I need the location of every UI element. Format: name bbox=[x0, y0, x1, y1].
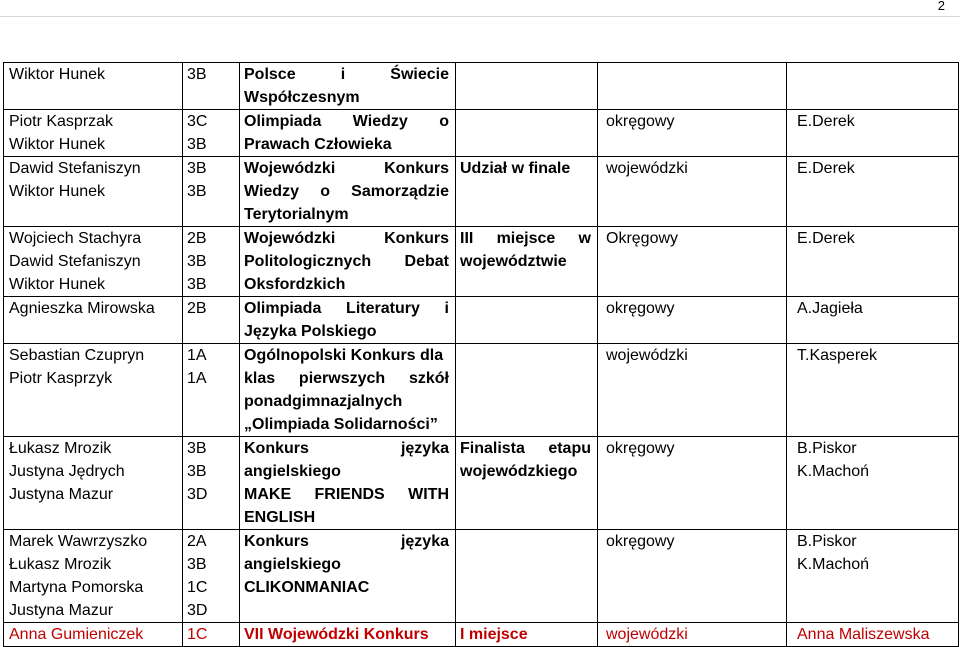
level: okręgowy bbox=[606, 533, 675, 550]
result-cell bbox=[456, 63, 598, 110]
competition-line bbox=[244, 320, 449, 343]
student-name: Wiktor Hunek bbox=[9, 276, 106, 293]
competition-line bbox=[244, 460, 449, 483]
class-cell bbox=[183, 157, 240, 227]
results-table bbox=[3, 62, 959, 647]
competition-line bbox=[244, 297, 449, 320]
table-row bbox=[4, 297, 959, 344]
class-cell bbox=[183, 437, 240, 530]
student-class: 3B bbox=[187, 276, 207, 293]
competition-word: Olimpiada bbox=[244, 113, 322, 130]
result-line bbox=[460, 437, 591, 460]
student-class: 1C bbox=[187, 579, 208, 596]
student-class: 1C bbox=[187, 626, 208, 643]
competition-line bbox=[244, 413, 449, 436]
result-word: województwie bbox=[460, 253, 567, 270]
level-cell bbox=[598, 157, 787, 227]
student-class: 3B bbox=[187, 253, 207, 270]
class-cell bbox=[183, 530, 240, 623]
student-class: 3B bbox=[187, 556, 207, 573]
student-class: 3B bbox=[187, 136, 207, 153]
competition-word: CLIKONMANIAC bbox=[244, 579, 370, 596]
result-word: w bbox=[578, 230, 591, 247]
table-row bbox=[4, 227, 959, 297]
table-row bbox=[4, 344, 959, 437]
competition-word: Polsce bbox=[244, 66, 296, 83]
competition-line bbox=[244, 227, 449, 250]
student-name: Anna Gumieniczek bbox=[9, 626, 144, 643]
competition-word: Olimpiada bbox=[244, 300, 322, 317]
competition-line bbox=[244, 483, 449, 506]
competition-line bbox=[244, 203, 449, 226]
competition-word: ponadgimnazjalnych bbox=[244, 393, 403, 410]
student-name: Dawid Stefaniszyn bbox=[9, 253, 141, 270]
level: wojewódzki bbox=[606, 347, 688, 364]
competition-word: Konkurs bbox=[384, 160, 449, 177]
result-cell bbox=[456, 227, 598, 297]
competition-word: Debat bbox=[404, 253, 449, 270]
names-cell bbox=[4, 297, 183, 344]
competition-word: Wiedzy bbox=[352, 113, 408, 130]
competition-line bbox=[244, 133, 449, 156]
student-class: 1A bbox=[187, 370, 207, 387]
level: okręgowy bbox=[606, 300, 675, 317]
level: Okręgowy bbox=[606, 230, 679, 247]
student-class: 3D bbox=[187, 602, 208, 619]
competition-cell bbox=[240, 63, 456, 110]
student-name: Łukasz Mrozik bbox=[9, 556, 112, 573]
competition-cell bbox=[240, 227, 456, 297]
competition-word: języka bbox=[400, 440, 449, 457]
competition-line bbox=[244, 530, 449, 553]
competition-word: o bbox=[320, 183, 330, 200]
result-line bbox=[460, 227, 591, 250]
competition-line bbox=[244, 506, 449, 529]
competition-line bbox=[244, 576, 449, 599]
teacher: A.Jagieła bbox=[797, 300, 863, 317]
header-rule bbox=[0, 16, 960, 17]
class-cell bbox=[183, 110, 240, 157]
competition-cell bbox=[240, 623, 456, 647]
student-class: 3D bbox=[187, 486, 208, 503]
student-class: 3B bbox=[187, 463, 207, 480]
student-class: 3B bbox=[187, 160, 207, 177]
teacher: T.Kasperek bbox=[797, 347, 878, 364]
competition-line bbox=[244, 437, 449, 460]
competition-word: Wiedzy bbox=[244, 183, 299, 200]
table-row bbox=[4, 110, 959, 157]
teacher-cell bbox=[787, 437, 959, 530]
competition-word: klas bbox=[244, 370, 276, 387]
teacher-cell bbox=[787, 157, 959, 227]
competition-line bbox=[244, 344, 449, 367]
teacher: B.Piskor bbox=[797, 440, 857, 457]
competition-word: Konkurs bbox=[244, 440, 309, 457]
level-cell bbox=[598, 623, 787, 647]
student-class: 3C bbox=[187, 113, 208, 130]
competition-word: Politologicznych bbox=[244, 253, 372, 270]
competition-line bbox=[244, 390, 449, 413]
student-class: 3B bbox=[187, 183, 207, 200]
competition-word: Prawach Człowieka bbox=[244, 136, 392, 153]
teacher: E.Derek bbox=[797, 160, 855, 177]
names-cell bbox=[4, 344, 183, 437]
class-cell bbox=[183, 297, 240, 344]
competition-word: VII Wojewódzki Konkurs bbox=[244, 626, 429, 643]
result-word: Udział w finale bbox=[460, 160, 571, 177]
competition-line bbox=[244, 110, 449, 133]
result-line bbox=[460, 250, 591, 273]
student-class: 2A bbox=[187, 533, 207, 550]
student-class: 3B bbox=[187, 66, 207, 83]
table-row bbox=[4, 530, 959, 623]
competition-line bbox=[244, 180, 449, 203]
competition-cell bbox=[240, 344, 456, 437]
names-cell bbox=[4, 63, 183, 110]
competition-word: „Olimpiada Solidarności” bbox=[244, 416, 438, 433]
student-class: 2B bbox=[187, 230, 207, 247]
student-name: Wojciech Stachyra bbox=[9, 230, 142, 247]
competition-line bbox=[244, 250, 449, 273]
result-cell bbox=[456, 437, 598, 530]
student-name: Justyna Mazur bbox=[9, 486, 114, 503]
result-word: I miejsce bbox=[460, 626, 528, 643]
level-cell bbox=[598, 110, 787, 157]
result-word: III bbox=[460, 230, 474, 247]
teacher-cell bbox=[787, 344, 959, 437]
student-name: Marek Wawrzyszko bbox=[9, 533, 148, 550]
competition-word: angielskiego bbox=[244, 463, 341, 480]
teacher-cell bbox=[787, 110, 959, 157]
competition-word: FRIENDS bbox=[314, 486, 385, 503]
names-cell bbox=[4, 623, 183, 647]
result-word: wojewódzkiego bbox=[460, 463, 578, 480]
names-cell bbox=[4, 530, 183, 623]
teacher: E.Derek bbox=[797, 230, 855, 247]
class-cell bbox=[183, 227, 240, 297]
result-word: Finalista bbox=[460, 440, 525, 457]
competition-line bbox=[244, 623, 449, 646]
names-cell bbox=[4, 227, 183, 297]
result-cell bbox=[456, 623, 598, 647]
student-name: Piotr Kasprzyk bbox=[9, 370, 113, 387]
table-row bbox=[4, 63, 959, 110]
competition-word: WITH bbox=[408, 486, 449, 503]
teacher-cell bbox=[787, 530, 959, 623]
table-row bbox=[4, 623, 959, 647]
table-row bbox=[4, 437, 959, 530]
competition-word: MAKE bbox=[244, 486, 292, 503]
level: wojewódzki bbox=[606, 160, 688, 177]
student-class: 2B bbox=[187, 300, 207, 317]
teacher-cell bbox=[787, 63, 959, 110]
teacher: K.Machoń bbox=[797, 463, 870, 480]
competition-word: Języka Polskiego bbox=[244, 323, 377, 340]
competition-cell bbox=[240, 110, 456, 157]
level-cell bbox=[598, 437, 787, 530]
result-cell bbox=[456, 530, 598, 623]
competition-word: języka bbox=[400, 533, 449, 550]
result-cell bbox=[456, 297, 598, 344]
class-cell bbox=[183, 344, 240, 437]
result-cell bbox=[456, 110, 598, 157]
student-name: Dawid Stefaniszyn bbox=[9, 160, 141, 177]
names-cell bbox=[4, 157, 183, 227]
competition-line bbox=[244, 367, 449, 390]
teacher-cell bbox=[787, 297, 959, 344]
competition-line bbox=[244, 63, 449, 86]
competition-word: Konkurs bbox=[244, 533, 309, 550]
result-cell bbox=[456, 157, 598, 227]
competition-word: Samorządzie bbox=[351, 183, 449, 200]
competition-word: o bbox=[439, 113, 449, 130]
result-word: etapu bbox=[548, 440, 591, 457]
level-cell bbox=[598, 297, 787, 344]
competition-word: Konkurs bbox=[384, 230, 449, 247]
competition-cell bbox=[240, 297, 456, 344]
competition-cell bbox=[240, 530, 456, 623]
student-name: Sebastian Czupryn bbox=[9, 347, 145, 364]
student-name: Agnieszka Mirowska bbox=[9, 300, 155, 317]
student-name: Piotr Kasprzak bbox=[9, 113, 114, 130]
teacher: E.Derek bbox=[797, 113, 855, 130]
result-line bbox=[460, 460, 591, 483]
competition-word: Ogólnopolski Konkurs dla bbox=[244, 347, 444, 364]
teacher-cell bbox=[787, 227, 959, 297]
table-row bbox=[4, 157, 959, 227]
teacher: Anna Maliszewska bbox=[797, 626, 930, 643]
student-name: Martyna Pomorska bbox=[9, 579, 144, 596]
competition-word: Współczesnym bbox=[244, 89, 360, 106]
level: okręgowy bbox=[606, 440, 675, 457]
page-number: 2 bbox=[937, 0, 945, 13]
names-cell bbox=[4, 437, 183, 530]
student-name: Wiktor Hunek bbox=[9, 136, 106, 153]
competition-word: angielskiego bbox=[244, 556, 341, 573]
competition-line bbox=[244, 553, 449, 576]
student-name: Wiktor Hunek bbox=[9, 66, 106, 83]
level: okręgowy bbox=[606, 113, 675, 130]
student-name: Wiktor Hunek bbox=[9, 183, 106, 200]
level-cell bbox=[598, 344, 787, 437]
result-line bbox=[460, 157, 591, 180]
competition-word: Literatury bbox=[346, 300, 420, 317]
level-cell bbox=[598, 530, 787, 623]
competition-word: Wojewódzki bbox=[244, 160, 336, 177]
student-name: Justyna Mazur bbox=[9, 602, 114, 619]
result-line bbox=[460, 623, 591, 646]
competition-word: i bbox=[444, 300, 449, 317]
teacher: B.Piskor bbox=[797, 533, 857, 550]
level-cell bbox=[598, 63, 787, 110]
result-cell bbox=[456, 344, 598, 437]
level: wojewódzki bbox=[606, 626, 688, 643]
competition-word: ENGLISH bbox=[244, 509, 316, 526]
result-word: miejsce bbox=[496, 230, 556, 247]
competition-word: szkół bbox=[408, 370, 449, 387]
competition-line bbox=[244, 157, 449, 180]
names-cell bbox=[4, 110, 183, 157]
class-cell bbox=[183, 623, 240, 647]
class-cell bbox=[183, 63, 240, 110]
competition-line bbox=[244, 273, 449, 296]
competition-word: Terytorialnym bbox=[244, 206, 349, 223]
competition-word: Świecie bbox=[390, 66, 449, 83]
competition-cell bbox=[240, 437, 456, 530]
teacher-cell bbox=[787, 623, 959, 647]
student-class: 1A bbox=[187, 347, 207, 364]
level-cell bbox=[598, 227, 787, 297]
competition-word: Oksfordzkich bbox=[244, 276, 346, 293]
student-name: Justyna Jędrych bbox=[9, 463, 125, 480]
student-class: 3B bbox=[187, 440, 207, 457]
competition-word: pierwszych bbox=[298, 370, 386, 387]
competition-cell bbox=[240, 157, 456, 227]
student-name: Łukasz Mrozik bbox=[9, 440, 112, 457]
teacher: K.Machoń bbox=[797, 556, 870, 573]
competition-line bbox=[244, 86, 449, 109]
competition-word: i bbox=[340, 66, 346, 83]
competition-word: Wojewódzki bbox=[244, 230, 336, 247]
